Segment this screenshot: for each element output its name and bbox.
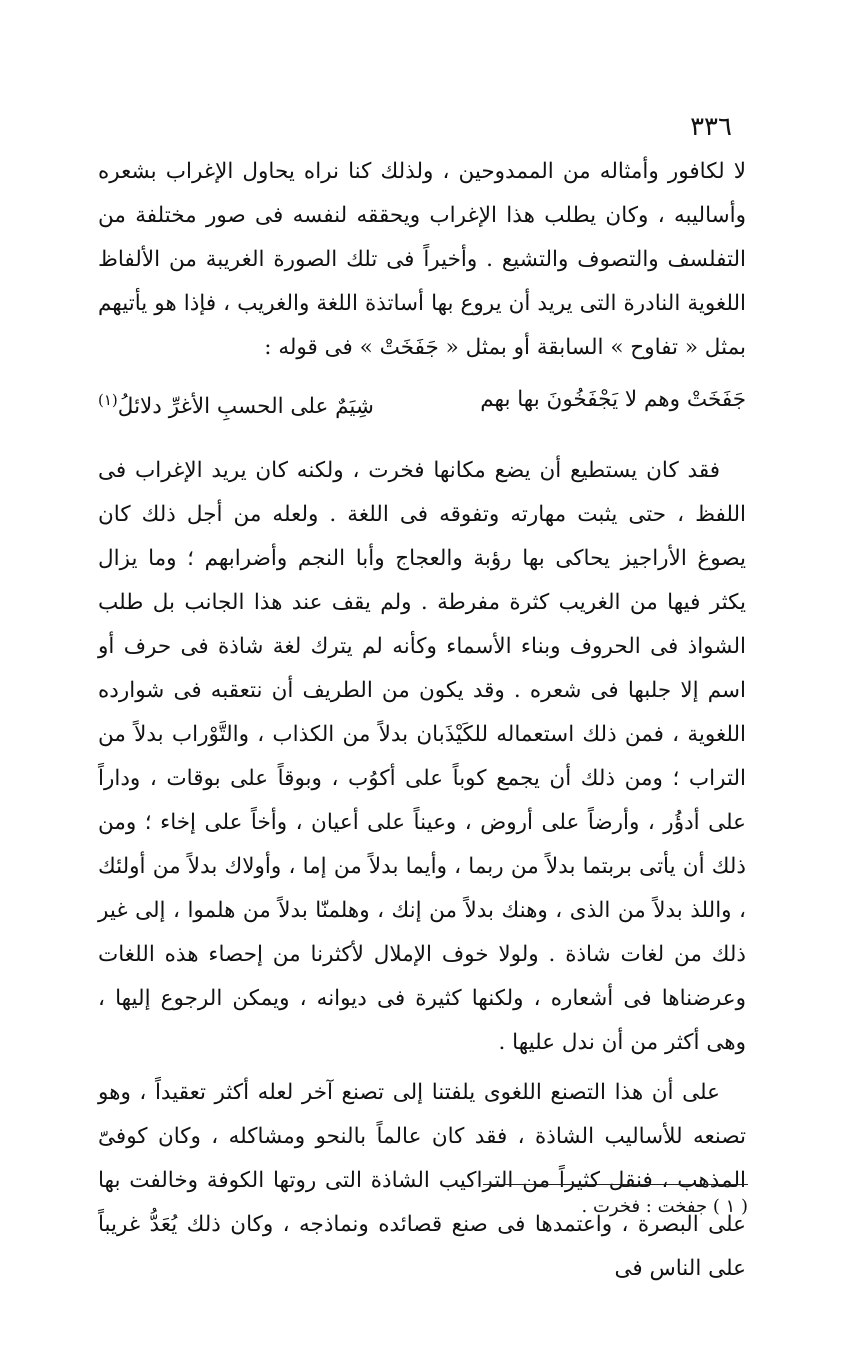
paragraph-2: فقد كان يستطيع أن يضع مكانها فخرت ، ولكنه كان يريد الإغراب فى اللفظ ، حتى يثبت مهارته وتفوقه فى اللغة . ولعله من أجل ذلك كان يصوغ الأراجيز يحاكى بها رؤبة والعجاج وأبا النجم وأضرابهم ؛ وما يزال يكثر فيها من الغريب كثرة مفرطة . ولم يقف عند هذا الجانب بل طلب الشواذ فى الحروف وبناء الأسماء وكأنه لم يترك لغة شاذة فى حرف أو اسم إلا جلبها فى شعره . وقد يكون من الطريف أن نتعقبه فى شوارده اللغوية ، فمن ذلك استعماله للكَيْذَبان بدلاً من الكذاب ، والتَّوْراب بدلاً من التراب ؛ ومن ذلك أن يجمع كوباً على أكوُب ، وبوقاً على بوقات ، وداراً على أدؤُر ، وأرضاً على أروض ، وعيناً على أعيان ، وأخاً على إخاء ؛ ومن ذلك أن يأتى بربتما بدلاً من ربما ، وأيما بدلاً من إما ، وأولاك بدلاً من أولئك ، واللذ بدلاً من الذى ، وهنك بدلاً من إنك ، وهلمنّا بدلاً من هلموا ، إلى غير ذلك من لغات شاذة . ولولا خوف الإملال لأكثرنا من إحصاء هذه اللغات وعرضناها فى أشعاره ، ولكنها كثيرة فى ديوانه ، ويمكن الرجوع إليها ، وهى أكثر من أن ندل عليها . (98, 458, 746, 1056)
paragraph-3: على أن هذا التصنع اللغوى يلفتنا إلى تصنع آخر لعله أكثر تعقيداً ، وهو تصنعه للأساليب الشاذة ، فقد كان عالماً بالنحو ومشاكله ، وكان كوفىّ المذهب ، فنقل كثيراً من التراكيب الشاذة التى روتها الكوفة وخالفت بها على البصرة ، واعتمدها فى صنع قصائده ونماذجه ، وكان ذلك يُعَدُّ غريباً على الناس فى (98, 1080, 746, 1282)
verse-second-hemistich (98, 378, 374, 429)
verse-first-hemistich-text: جَفَخَتْ وهم لا يَجْفَخُونَ بها بهم (480, 387, 746, 412)
footnote: ( ١ ) جفخت : فخرت . (581, 1196, 748, 1217)
verse-line (98, 378, 746, 429)
footnote-reference: (١) (98, 391, 118, 409)
page-number: ٣٣٦ (690, 112, 732, 142)
footnote-divider (483, 1184, 748, 1185)
body-text (98, 150, 746, 1291)
paragraph-1: لا لكافور وأمثاله من الممدوحين ، ولذلك كنا نراه يحاول الإغراب بشعره وأساليبه ، وكان يطلب هذا الإغراب ويحققه لنفسه فى صور مختلفة من التفلسف والتصوف والتشيع . وأخيراً فى تلك الصورة الغريبة من الألفاظ اللغوية النادرة التى يريد أن يروع بها أساتذة اللغة والغريب ، فإذا هو يأتيهم بمثل « تفاوح » السابقة أو بمثل « جَفَخَتْ » فى قوله : (98, 159, 746, 360)
verse-second-hemistich-text: شِيَمٌ على الحسبِ الأغرِّ دلائلُ (117, 394, 374, 420)
verse-first-hemistich (480, 378, 746, 429)
